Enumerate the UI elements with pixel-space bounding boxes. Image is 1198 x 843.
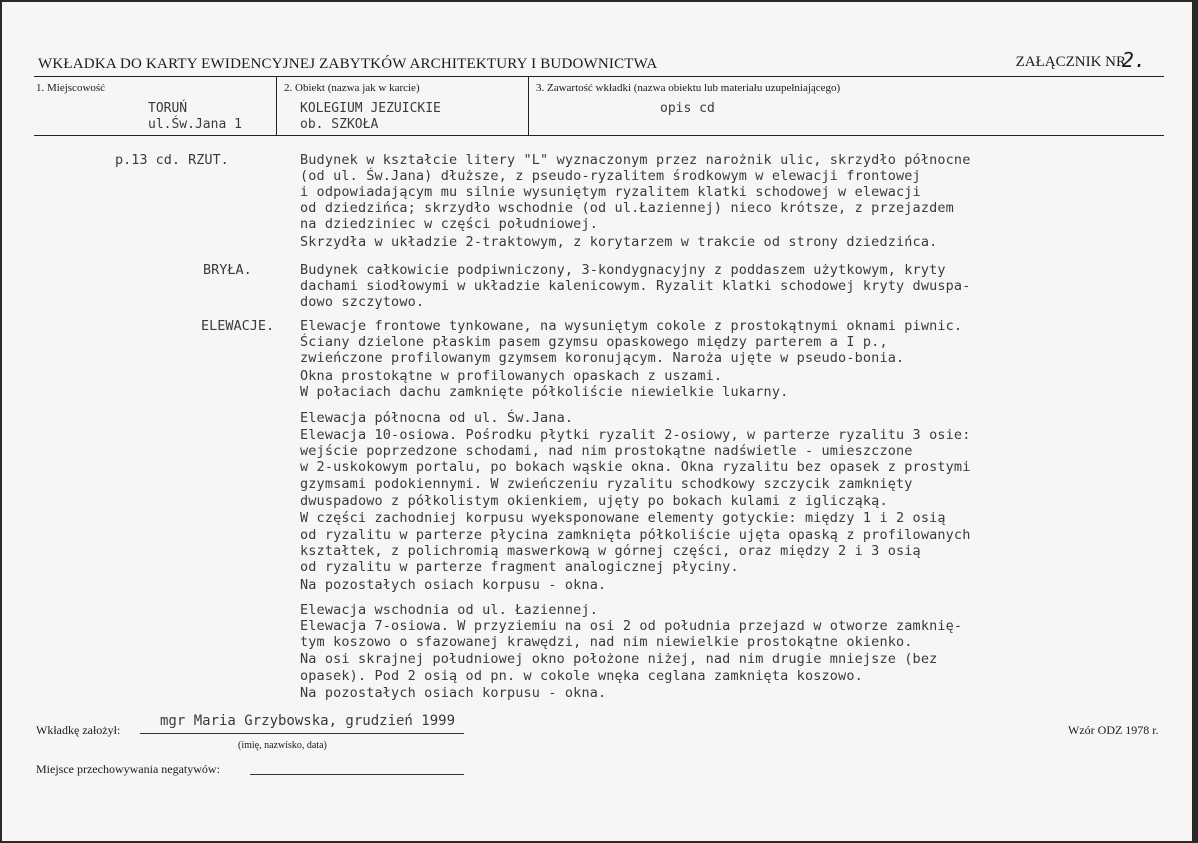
fields-bottom-rule [34,135,1164,136]
text-line: od ryzalitu w parterze fragment analogicznej płyciny. [300,559,739,575]
text-line: Elewacje frontowe tynkowane, na wysuniętym cokole z prostokątnymi oknami piwnic. [300,318,963,334]
page-ref-rzut: p.13 cd. RZUT. [115,152,229,168]
text-line: dwuspadowo z półkolistym okienkiem, ujęty po bokach kulami z iglicząką. [300,493,888,509]
text-line: zwieńczone profilowanym gzymsem koronującym. Naroża ujęte w pseudo-bonia. [300,350,905,366]
text-line: gzymsami podokiennymi. W zwieńczeniu ryzalitu schodkowy szczycik zamknięty [300,476,913,492]
text-line: Na pozostałych osiach korpusu - okna. [300,685,607,701]
text-line: na dziedziniec w części południowej. [300,216,598,232]
text-line: Elewacja 7-osiowa. W przyziemiu na osi 2 od południa przejazd w otworze zamknię- [300,618,963,634]
text-line: kształtek, z polichromią maswerkową w górnej części, oraz między 2 i 3 osią [300,543,921,559]
annex-label: ZAŁĄCZNIK NR [1015,54,1126,70]
section-label-elewacje: ELEWACJE. [201,318,275,334]
negatives-underline [250,774,464,775]
text-line: Skrzydła w układzie 2-traktowym, z korytarzem w trakcie od strony dziedzińca. [300,234,938,250]
template-version: Wzór ODZ 1978 r. [1068,723,1159,737]
text-line: W części zachodniej korpusu wyeksponowane elementy gotyckie: między 1 i 2 osią [300,510,946,526]
section-label-bryla: BRYŁA. [203,262,252,278]
field-divider-2 [528,76,529,136]
text-line: w 2-uskokowym portalu, po bokach wąskie okna. Okna ryzalitu bez opasek z prostymi [300,459,971,475]
author-hint: (imię, nazwisko, data) [238,740,327,751]
text-line: Budynek w kształcie litery "L" wyznaczonym przez narożnik ulic, skrzydło północne [300,152,971,168]
field-divider-1 [276,76,277,136]
form-header [38,48,1164,74]
text-line: Ściany dzielone płaskim pasem gzymsu opaskowego między parterem a I p., [300,334,888,350]
author-underline [140,733,464,734]
negatives-label: Miejsce przechowywania negatywów: [36,762,220,776]
text-line: Elewacja wschodnia od ul. Łaziennej. [300,602,598,618]
text-line: i odpowiadającym mu silnie wysuniętym ryzalitem klatki schodowej w elewacji [300,184,921,200]
text-line: od ryzalitu w parterze płycina zamknięta półkoliście ujęta opaską z profilowanych [300,527,971,543]
field-object-value-1: KOLEGIUM JEZUICKIE [300,101,441,116]
text-line: Elewacja 10-osiowa. Pośrodku płytki ryzalit 2-osiowy, w parterze ryzalitu 3 osie: [300,427,971,443]
text-line: Elewacja północna od ul. Św.Jana. [300,410,574,426]
text-line: od dziedzińca; skrzydło wschodnie (od ul.Łaziennej) nieco krótsze, z przejazdem [300,200,954,216]
field-object-label: 2. Obiekt (nazwa jak w karcie) [284,82,420,94]
author-label: Wkładkę założył: [36,723,121,737]
author-value: mgr Maria Grzybowska, grudzień 1999 [160,713,456,729]
text-line: dowo szczytowo. [300,294,425,310]
text-line: dachami siodłowymi w układzie kalenicowym. Ryzalit klatki schodowej kryty dwuspa- [300,278,971,294]
text-line: Budynek całkowicie podpiwniczony, 3-kondygnacyjny z poddaszem użytkowym, kryty [300,262,946,278]
field-object-value-2: ob. SZKOŁA [300,117,379,132]
text-line: Na osi skrajnej południowej okno położone niżej, nad nim drugie mniejsze (bez [300,651,938,667]
text-line: W połaciach dachu zamknięte półkoliście niewielkie lukarny. [300,384,789,400]
text-line: tym koszowo o sfazowanej krawędzi, nad nim niewielkie prostokątne okienko. [300,634,913,650]
text-line: opasek). Pod 2 osią od pn. w cokole wnęka ceglana zamknięta koszowo. [300,668,863,684]
text-line: wejście poprzedzone schodami, nad nim prostokątne nadświetle - umieszczone [300,443,913,459]
field-locality-label: 1. Miejscowość [36,82,106,94]
form-title: WKŁADKA DO KARTY EWIDENCYJNEJ ZABYTKÓW ARCHITEKTURY I BUDOWNICTWA [38,56,658,72]
text-line: Na pozostałych osiach korpusu - okna. [300,577,607,593]
field-locality-value-2: ul.Św.Jana 1 [148,117,242,132]
header-rule [34,76,1164,77]
field-contents-label: 3. Zawartość wkładki (nazwa obiektu lub materiału uzupełniającego) [536,82,841,94]
text-line: (od ul. Św.Jana) dłuższe, z pseudo-ryzalitem środkowym w elewacji frontowej [300,168,921,184]
field-contents-value: opis cd [660,101,715,116]
text-line: Okna prostokątne w profilowanych opaskach z uszami. [300,368,723,384]
field-locality-value-1: TORUŃ [148,101,188,116]
annex-number: 2. [1121,48,1146,72]
